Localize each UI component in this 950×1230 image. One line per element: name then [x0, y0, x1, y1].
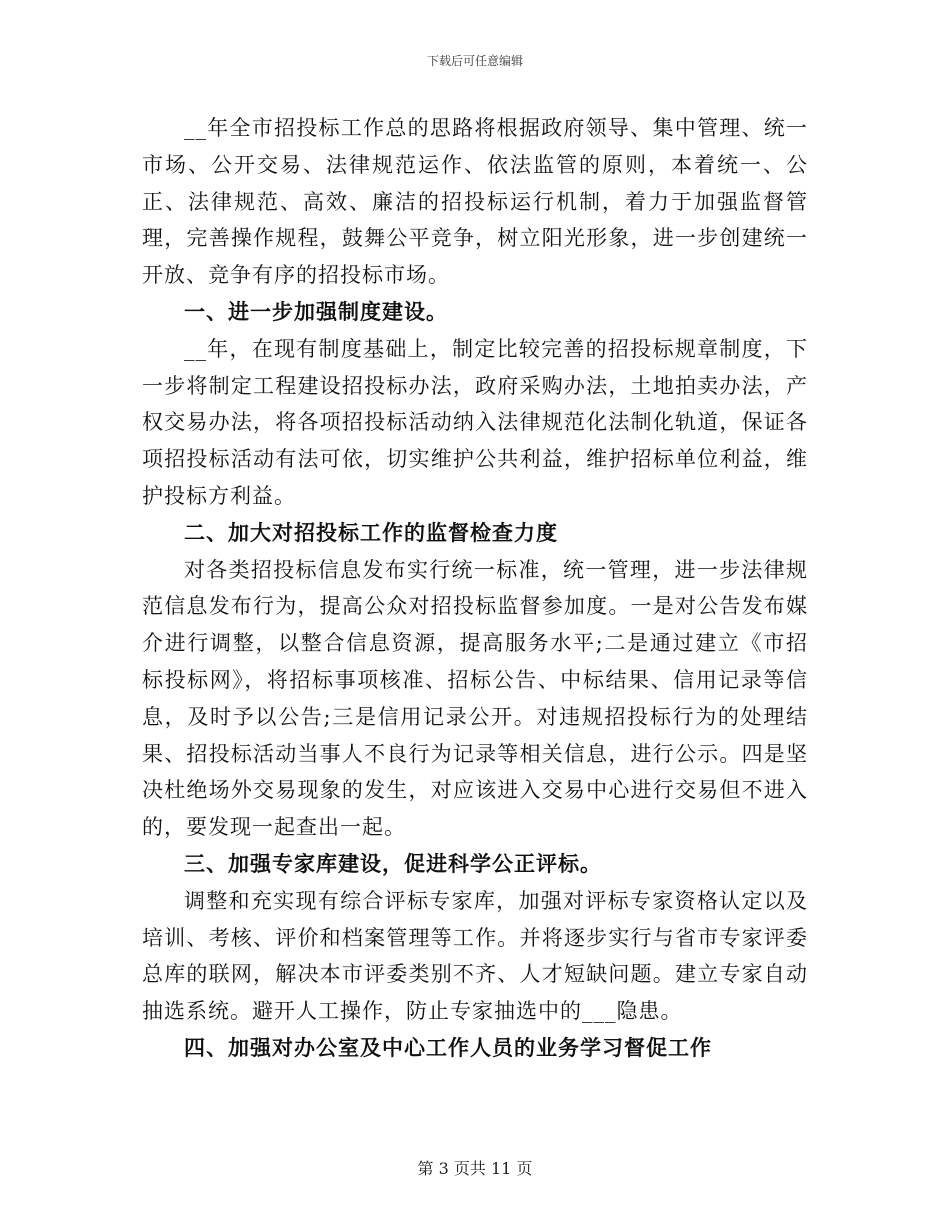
page-footer: 第 3 页共 11 页 [417, 1159, 533, 1178]
page-header: 下载后可任意编辑 [426, 54, 523, 68]
paragraph-intro: __年全市招投标工作总的思路将根据政府领导、集中管理、统一市场、公开交易、法律规范运作、依法监管的原则，本着统一、公正、法律规范、高效、廉洁的招投标运行机制，着力于加强监督管理，完善操作规程，鼓舞公平竞争，树立阳光形象，进一步创建统一开放、竞争有序的招投标市场。 [142, 116, 808, 288]
section-heading-4: 四、加强对办公室及中心工作人员的业务学习督促工作 [184, 1034, 712, 1060]
section-heading-1: 一、进一步加强制度建设。 [184, 298, 448, 324]
paragraph-section-1: __年，在现有制度基础上，制定比较完善的招投标规章制度，下一步将制定工程建设招投标办法，政府采购办法，土地拍卖办法，产权交易办法，将各项招投标活动纳入法律规范化法制化轨道，保证各项招投标活动有法可依，切实维护公共利益，维护招标单位利益，维护投标方利益。 [142, 336, 808, 508]
paragraph-section-2: 对各类招投标信息发布实行统一标准，统一管理，进一步法律规范信息发布行为，提高公众对招投标监督参加度。一是对公告发布媒介进行调整，以整合信息资源，提高服务水平;二是通过建立《市招标投标网》，将招标事项核准、招标公告、中标结果、信用记录等信息，及时予以公告;三是信用记录公开。对违规招投标行为的处理结果、招投标活动当事人不良行为记录等相关信息，进行公示。四是坚决杜绝场外交易现象的发生，对应该进入交易中心进行交易但不进入的，要发现一起查出一起。 [142, 557, 808, 840]
paragraph-section-3: 调整和充实现有综合评标专家库，加强对评标专家资格认定以及培训、考核、评价和档案管理等工作。并将逐步实行与省市专家评委总库的联网，解决本市评委类别不齐、人才短缺问题。建立专家自动抽选系统。避开人工操作，防止专家抽选中的___隐患。 [142, 888, 808, 1024]
section-heading-2: 二、加大对招投标工作的监督检查力度 [184, 519, 558, 545]
section-heading-3: 三、加强专家库建设，促进科学公正评标。 [184, 850, 602, 876]
document-body [142, 110, 808, 1067]
